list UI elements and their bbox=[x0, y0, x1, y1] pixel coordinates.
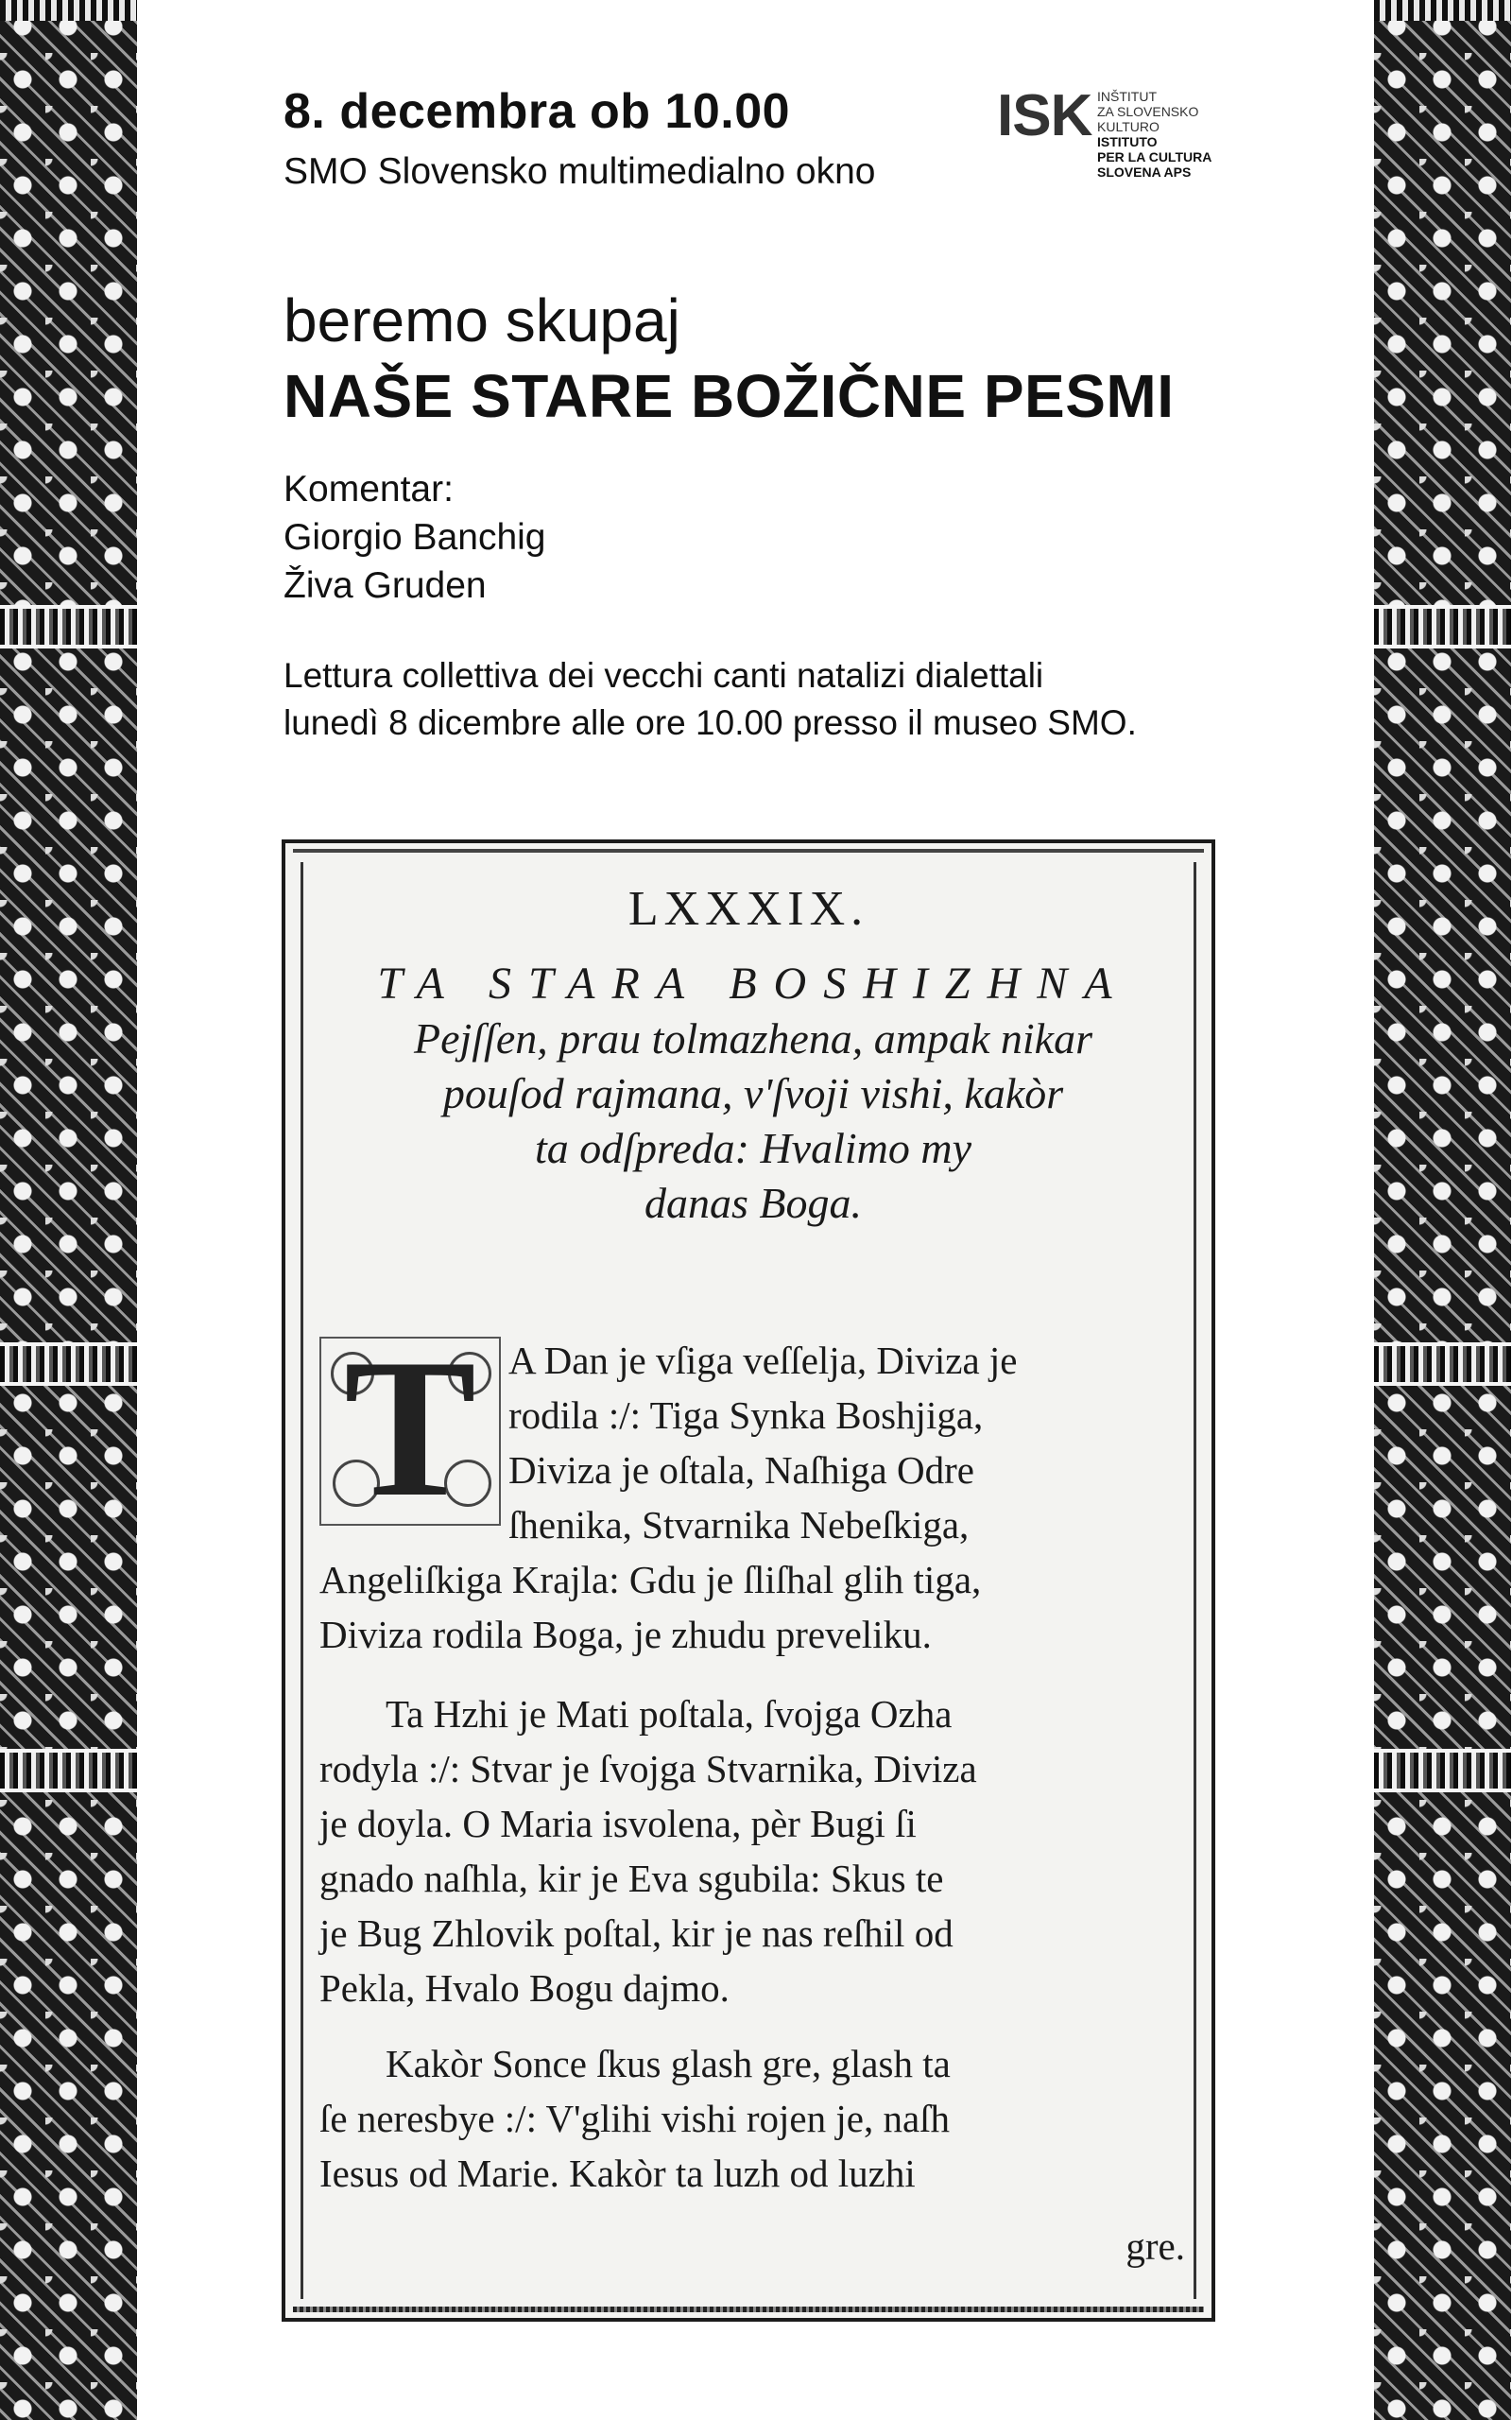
verse-line: ſhenika, Stvarnika Nebeſkiga, bbox=[508, 1503, 970, 1547]
verse-2 bbox=[319, 1686, 1189, 2015]
event-subtitle: beremo skupaj bbox=[284, 286, 680, 354]
verse-line: Diviza je oſtala, Naſhiga Odre bbox=[508, 1448, 974, 1492]
verse-3 bbox=[319, 2036, 1189, 2201]
verse-line: A Dan je vſiga veſſelja, Diviza je bbox=[508, 1339, 1018, 1382]
info-line: Lettura collettiva dei vecchi canti natalizi dialettali bbox=[284, 656, 1044, 695]
info-line: lunedì 8 dicembre alle ore 10.00 presso il museo SMO. bbox=[284, 703, 1137, 742]
logo-line: KULTURO bbox=[1097, 119, 1160, 134]
border-band bbox=[1374, 1342, 1511, 1386]
heading-line: Pejſſen, prau tolmazhena, ampak nikar bbox=[413, 1014, 1092, 1063]
isk-logo bbox=[997, 83, 1233, 200]
logo-line: ISTITUTO bbox=[1097, 134, 1158, 149]
page-edge bbox=[1194, 862, 1196, 2299]
commentary-block bbox=[284, 465, 546, 610]
commentator-name: Giorgio Banchig bbox=[284, 517, 546, 558]
border-band bbox=[1374, 1749, 1511, 1792]
border-band bbox=[0, 605, 137, 648]
verse-line: Ta Hzhi je Mati poſtala, ſvojga Ozha bbox=[386, 1692, 953, 1736]
border-band bbox=[1374, 605, 1511, 648]
verse-line: rodyla :/: Stvar je ſvojga Stvarnika, Diviza bbox=[319, 1747, 977, 1790]
verse-line: Iesus od Marie. Kakòr ta luzh od luzhi bbox=[319, 2152, 916, 2195]
logo-mark: ISK bbox=[997, 83, 1092, 148]
verse-line: ſe neresbye :/: V'glihi vishi rojen je, naſh bbox=[319, 2097, 951, 2140]
verse-line: je Bug Zhlovik poſtal, kir je nas reſhil od bbox=[319, 1911, 954, 1955]
border-band bbox=[0, 1749, 137, 1792]
verse-line: Angeliſkiga Krajla: Gdu je ſliſhal glih tiga, bbox=[319, 1558, 982, 1601]
hymn-number: LXXXIX. bbox=[627, 882, 869, 936]
decorative-border-left bbox=[0, 0, 137, 2420]
logo-text bbox=[1097, 89, 1211, 180]
logo-line: SLOVENA APS bbox=[1097, 164, 1192, 180]
page-edge bbox=[301, 862, 303, 2299]
logo-line: INŠTITUT bbox=[1097, 89, 1157, 104]
commentator-name: Živa Gruden bbox=[284, 565, 487, 606]
logo-line: ZA SLOVENSKO bbox=[1097, 104, 1199, 119]
event-venue: SMO Slovensko multimedialno okno bbox=[284, 151, 876, 192]
scanned-hymn-page bbox=[282, 839, 1215, 2322]
border-band bbox=[0, 1342, 137, 1386]
verse-line: je doyla. O Maria isvolena, pèr Bugi ſi bbox=[319, 1802, 917, 1845]
heading-line: danas Boga. bbox=[644, 1179, 862, 1227]
heading-line: ta odſpreda: Hvalimo my bbox=[534, 1124, 972, 1172]
verse-line: Kakòr Sonce ſkus glash gre, glash ta bbox=[386, 2042, 951, 2085]
drop-cap-letter: T bbox=[343, 1319, 477, 1538]
commentary-label: Komentar: bbox=[284, 469, 454, 510]
logo-line: PER LA CULTURA bbox=[1097, 149, 1212, 164]
italian-info bbox=[284, 652, 1137, 747]
verse-line: rodila :/: Tiga Synka Boshjiga, bbox=[508, 1393, 984, 1437]
catchword: gre. bbox=[1125, 2224, 1185, 2268]
heading-line: pouſod rajmana, v'ſvoji vishi, kakòr bbox=[442, 1069, 1064, 1117]
heading-line: TA STARA BOSHIZHNA bbox=[377, 959, 1129, 1009]
verse-line: Diviza rodila Boga, je zhudu preveliku. bbox=[319, 1613, 932, 1656]
event-date: 8. decembra ob 10.00 bbox=[284, 84, 791, 139]
event-title: NAŠE STARE BOŽIČNE PESMI bbox=[284, 362, 1175, 430]
verse-1 bbox=[319, 1333, 1189, 1662]
verse-line: Pekla, Hvalo Bogu dajmo. bbox=[319, 1966, 730, 2010]
hymn-heading bbox=[314, 957, 1193, 1231]
verse-line: gnado naſhla, kir je Eva sgubila: Skus te bbox=[319, 1857, 944, 1900]
decorative-border-right bbox=[1374, 0, 1511, 2420]
